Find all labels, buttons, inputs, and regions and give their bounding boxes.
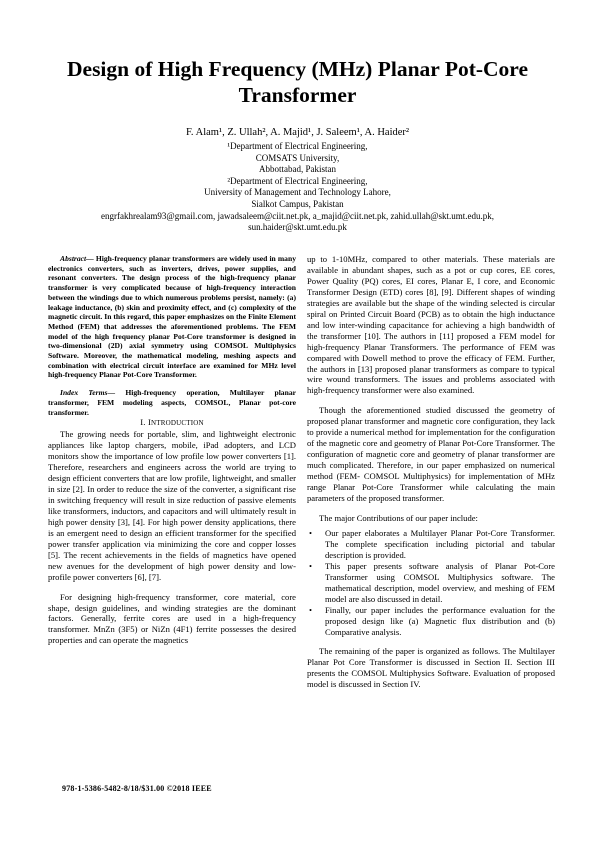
intro-paragraph-1: The growing needs for portable, slim, and lightweight electronic appliances like laptop chargers, mobile, iPad adopters, and LCD monitors show the importance of low profile low power converters [1]. Therefore, researchers and engineers across the world are trying to design efficient converters that are low profile, lightweight, and smaller in size [2]. In order to reduce the size of the converter, a significant rise in switching frequency will result in size reduction of passive elements like transformers, inductors, and capacitors and will ultimately result in high power density [3], [4]. For high power density applications, there is an emergent need to design an efficient transformer for the specified power transfer application via minimizing the core and copper losses [5]. The recent achievements in the fields of magnetics have opened new avenues for the development of high power density and low-profile power converters [6], [7]. (48, 429, 296, 582)
affiliation1-dept: ¹Department of Electrical Engineering, (227, 141, 368, 151)
right-paragraph-4: The remaining of the paper is organized as follows. The Multilayer Planar Pot Core Transformer is discussed in Section II. Section III presents the COMSOL Multiphysics Software. Evaluation of proposed model is discussed in Section IV. (307, 646, 555, 690)
bullet-icon: • (309, 527, 313, 538)
affiliation2-dept: ²Department of Electrical Engineering, (227, 175, 368, 186)
affiliation1-univ: COMSATS University, (255, 152, 340, 163)
author-block (60, 126, 535, 234)
abstract (48, 254, 296, 380)
section-heading-introduction (48, 417, 296, 429)
contributions-intro: The major Contributions of our paper include: (319, 512, 478, 523)
author-emails-line1: engrfakhrealam93@gmail.com, jawadsaleem@ciit.net.pk, a_majid@ciit.net.pk, zahid.ullah@skt.umt.edu.pk, (100, 210, 495, 221)
abstract-label: Abstract— (60, 254, 94, 263)
right-paragraph-1: up to 1-10MHz, compared to other materials. These materials are available in abundant shapes, such as a pot or cup cores, EE cores, Power Quality (PQ) cores, EI cores, Planar E, I core, and Economic Transformer Design (ETD) cores [8], [9]. Different shapes of winding strategies are available but the shape of the winding selected is circular spiral on Printed Circuit Board (PCB) as to obtain the high inductance and low inter-winding capacitance for achieving a high bandwidth of the transformer [10]. The authors in [11] proposed a FEM model for high-frequency Planar Transformers. The performance of FEM was compared with Dowell method to prove the efficacy of FEM. Further, the authors in [13] proposed planar transformers as compare to typical wire wound transformers. The issues and problems associated with high-frequency transformer were also examined. (307, 254, 555, 396)
section-title-rest: NTRODUCTION (151, 419, 204, 428)
affiliation2-univ: University of Management and Technology Lahore, (204, 187, 391, 198)
bullet-icon: • (309, 604, 313, 615)
copyright-footer: 978-1-5386-5482-8/18/$31.00 ©2018 IEEE (62, 784, 212, 793)
bullet-icon: • (309, 560, 313, 571)
contribution-text: Finally, our paper includes the performance evaluation for the proposed design like (a) Magnetic flux distribution and (b) Comparative analysis. (325, 604, 555, 637)
right-paragraph-2: Though the aforementioned studied discussed the geometry of proposed planar transformer and magnetic core configuration, they lack to provide a numerical method for implementation for the configuration of the magnetic core and geometry of Planar Pot-Core Transformer. The configuration of magnetic core and geometry of planar transformer are much complicated. Therefore, in our paper emphasized on numerical method (FEM- COMSOL Multiphysics) for implementation of MHz range Planar Pot-Core Transformer while calculating the main parameters of the proposed transformer. (307, 405, 555, 504)
author-names: F. Alam¹, Z. Ullah², A. Majid¹, J. Saleem¹, A. Haider² (185, 127, 410, 138)
affiliation1-city: Abbottabad, Pakistan (259, 164, 336, 175)
abstract-text: High-frequency planar transformers are widely used in many electronics converters, such as inverters, drives, power supplies, and resonant converters. The design process of the high-frequency planar transformer is very complicated because of high-frequency interaction between the windings due to which numerous problems persist, namely: (a) leakage inductance, (b) skin and proximity effect, and (c) complexity of the magnetic circuit. In this regard, this paper emphasizes on the Finite Element Method (FEM) that addresses the aforementioned problems. The FEM model of the high frequency planar Pot-Core transformer is designed in two-dimensional (2D) axial symmetry using COMSOL Multiphysics Software. Moreover, the mathematical modeling, meshing aspects and combination with electrical circuit interface are examined for MHz level high-frequency Planar Pot-Core Transformer. (48, 254, 296, 380)
contribution-text: This paper presents software analysis of Planar Pot-Core Transformer using COMSOL Multiphysics software. The mathematical description, model overview, and meshing of FEM model are also discussed in detail. (325, 560, 555, 604)
left-column (48, 254, 296, 646)
author-emails-line2: sun.haider@skt.umt.edu.pk (248, 222, 347, 233)
contributions-list (307, 528, 555, 638)
contribution-item (307, 561, 555, 605)
contribution-item (307, 605, 555, 638)
index-terms-text: High-frequency operation, Multilayer planar transformer, FEM modeling aspects, COMSOL, Planar pot-core transformer. (48, 388, 296, 417)
intro-paragraph-2: For designing high-frequency transformer, core material, core shape, design guidelines, and winding strategies are the dominant factors. Generally, ferrite cores are used in a high-frequency transformer. MnZn (3F5) or NiZn (4F1) ferrite possesses the desired properties and can operate the magnetics (48, 591, 296, 646)
contribution-item (307, 528, 555, 561)
affiliation2-city: Sialkot Campus, Pakistan (251, 198, 344, 209)
section-number: I. I (140, 417, 152, 428)
paper-title: Design of High Frequency (MHz) Planar Pot-Core Transformer (67, 57, 528, 107)
contribution-text: Our paper elaborates a Multilayer Planar Pot-Core Transformer. The complete specification including pictorial and tabular description is provided. (325, 527, 555, 560)
index-terms-label: Index Terms— (60, 388, 116, 398)
right-column (307, 254, 555, 690)
index-terms (48, 388, 296, 417)
